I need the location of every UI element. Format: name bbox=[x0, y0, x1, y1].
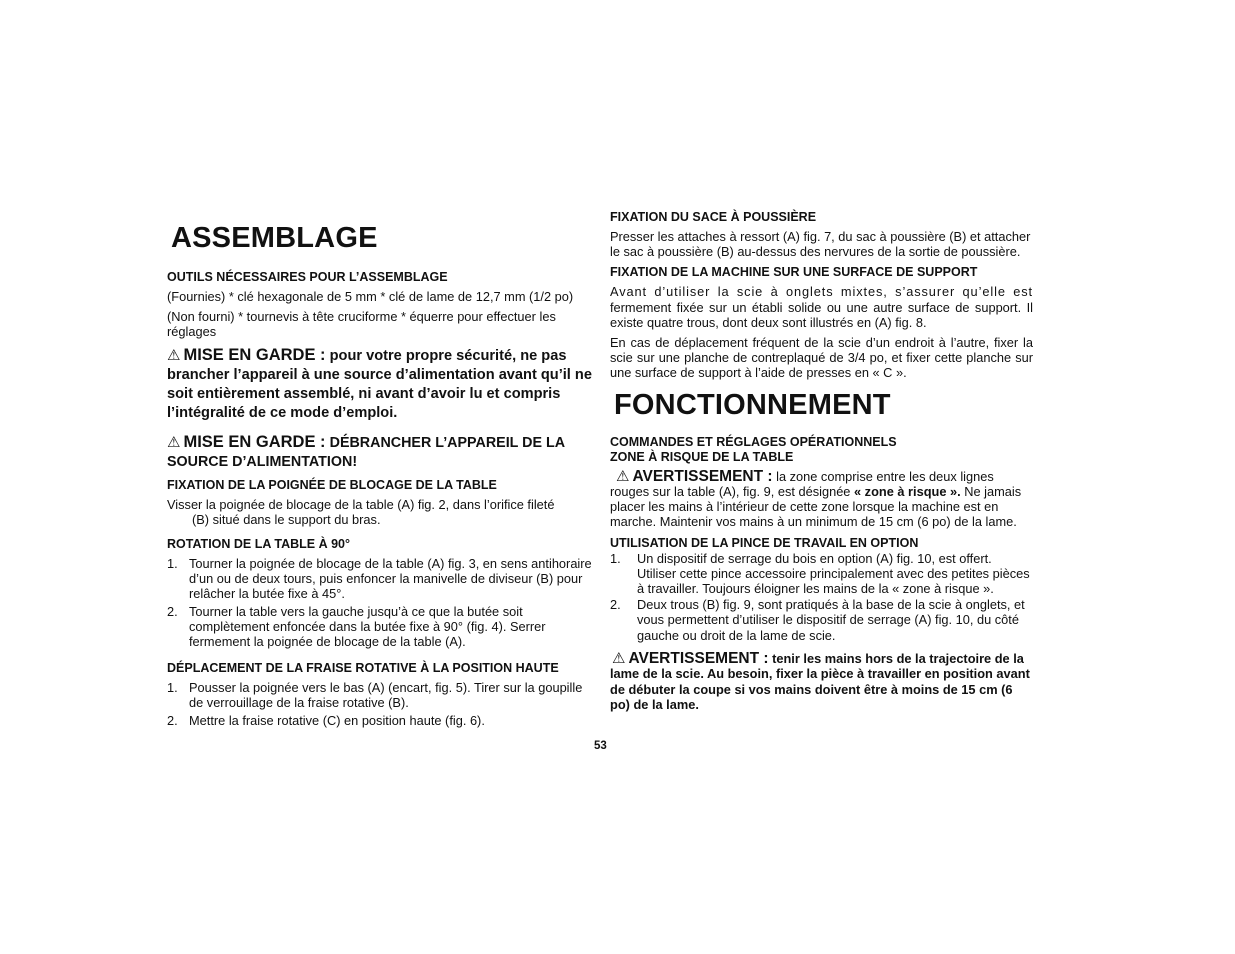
mount-heading: FIXATION DE LA MACHINE SUR UNE SURFACE DE SUPPORT bbox=[610, 265, 978, 280]
list-item bbox=[167, 556, 592, 602]
warning-text: tenir les mains hors de la trajectoire de la lame de la scie. Au besoin, fixer la pièce à travailler en position avant de débuter la coupe si vos mains doivent être à moins de 15 cm (6 po) de la lame. bbox=[610, 650, 1030, 713]
controls-heading: COMMANDES ET RÉGLAGES OPÉRATIONNELS bbox=[610, 434, 897, 449]
clamp-steps bbox=[610, 551, 1033, 643]
handle-heading: FIXATION DE LA POIGNÉE DE BLOCAGE DE LA TABLE bbox=[167, 477, 497, 492]
step-number: 1. bbox=[167, 680, 178, 696]
warning-lead: MISE EN GARDE : bbox=[183, 345, 326, 364]
tools-supplied: (Fournies) * clé hexagonale de 5 mm * clé de lame de 12,7 mm (1/2 po) bbox=[167, 289, 574, 304]
page-number: 53 bbox=[594, 740, 607, 752]
move-steps bbox=[167, 680, 592, 728]
step-text: Un dispositif de serrage du bois en option (A) fig. 10, est offert. Utiliser cette pince accessoire principalement avec des petites pièces à travailler. Toujours éloigner les mains de la « zone à risque ». bbox=[637, 550, 1030, 597]
step-text: Tourner la poignée de blocage de la table (A) fig. 3, en sens antihoraire d’un ou de deux tours, puis enfoncer la manivelle de diviseur (B) pour relâcher la butée fixe à 45°. bbox=[189, 556, 592, 602]
step-number: 2. bbox=[167, 712, 178, 728]
mount-text-2: En cas de déplacement fréquent de la scie d’un endroit à l’autre, fixer la scie sur une planche de contreplaqué de 3/4 po, et fixer cette planche sur une surface de support à l’aide de presses en « C ». bbox=[610, 335, 1033, 381]
section-title-assemblage: ASSEMBLAGE bbox=[171, 222, 378, 254]
warning-lead: AVERTISSEMENT : bbox=[628, 649, 769, 667]
handle-text-line2: (B) situé dans le support du bras. bbox=[192, 511, 381, 527]
rotation-steps bbox=[167, 556, 592, 649]
warning-text: DÉBRANCHER L’APPAREIL DE LA SOURCE D’ALIMENTATION! bbox=[167, 434, 565, 470]
step-text: Tourner la table vers la gauche jusqu’à ce que la butée soit complètement enfoncée dans la butée fixe à 90° (fig. 4). Serrer fermement la poignée de blocage de la table (A). bbox=[189, 603, 546, 650]
list-item bbox=[610, 551, 1033, 597]
warning-triangle-icon: ⚠ bbox=[612, 649, 626, 667]
tools-not-supplied: (Non fourni) * tournevis à tête cruciforme * équerre pour effectuer les réglages bbox=[167, 309, 556, 340]
step-text: Mettre la fraise rotative (C) en position haute (fig. 6). bbox=[189, 712, 485, 728]
mount-text-1b: fermement fixée sur un établi solide ou une autre surface de support. Il existe quatre trous, dont deux sont illustrés en (A) fig. 8. bbox=[610, 299, 1033, 330]
left-column bbox=[167, 220, 592, 734]
step-number: 1. bbox=[167, 556, 178, 572]
risk-zone-heading: ZONE À RISQUE DE LA TABLE bbox=[610, 449, 794, 464]
right-column bbox=[610, 210, 1033, 713]
warning-lead: MISE EN GARDE : bbox=[183, 432, 326, 451]
dust-heading: FIXATION DU SACE À POUSSIÈRE bbox=[610, 210, 817, 224]
dust-text: Presser les attaches à ressort (A) fig. 7, du sac à poussière (B) et attacher le sac à poussière (B) au-dessus des nervures de la sortie de poussière. bbox=[610, 229, 1031, 260]
warning-lead: AVERTISSEMENT : bbox=[632, 467, 773, 485]
warning-text-a: la zone comprise entre les deux lignes rouges sur la table (A), fig. 9, est désignée bbox=[610, 468, 994, 499]
mount-text-1a: Avant d’utiliser la scie à onglets mixtes, s’assurer qu’elle est bbox=[610, 284, 1033, 300]
tools-heading: OUTILS NÉCESSAIRES POUR L’ASSEMBLAGE bbox=[167, 270, 448, 284]
step-number: 2. bbox=[610, 597, 621, 613]
warning-risk-zone bbox=[610, 469, 1033, 529]
mount-text-1 bbox=[610, 284, 1033, 330]
clamp-heading: UTILISATION DE LA PINCE DE TRAVAIL EN OPTION bbox=[610, 535, 919, 550]
step-number: 2. bbox=[167, 603, 178, 619]
step-text: Pousser la poignée vers le bas (A) (encart, fig. 5). Tirer sur la goupille de verrouillage de la fraise rotative (B). bbox=[189, 680, 583, 711]
warning-triangle-icon: ⚠ bbox=[167, 433, 181, 451]
step-number: 1. bbox=[610, 550, 621, 566]
warning-unplug bbox=[167, 433, 592, 472]
warning-text-bold: « zone à risque ». bbox=[854, 483, 961, 499]
warning-triangle-icon: ⚠ bbox=[167, 346, 181, 364]
move-heading: DÉPLACEMENT DE LA FRAISE ROTATIVE À LA POSITION HAUTE bbox=[167, 661, 559, 676]
list-item bbox=[610, 597, 1033, 643]
handle-text bbox=[167, 497, 592, 527]
warning-blade-path bbox=[610, 651, 1033, 713]
handle-text-line1: Visser la poignée de blocage de la table (A) fig. 2, dans l’orifice fileté bbox=[167, 496, 555, 512]
warning-triangle-icon: ⚠ bbox=[616, 467, 630, 485]
warning-text: pour votre propre sécurité, ne pas brancher l’appareil à une source d’alimentation avant qu’il ne soit entièrement assemblé, ni avant d’avoir lu et compris l’intégralité de ce mode d’emploi. bbox=[167, 347, 592, 421]
list-item bbox=[167, 604, 592, 650]
list-item bbox=[167, 713, 592, 728]
warning-safety bbox=[167, 346, 592, 423]
list-item bbox=[167, 680, 592, 710]
warning-text-b: Ne jamais placer les mains à l’intérieur de cette zone lorsque la machine est en marche. Maintenir vos mains à un minimum de 15 cm (6 po) de la lame. bbox=[610, 483, 1022, 529]
section-title-fonctionnement: FONCTIONNEMENT bbox=[614, 388, 891, 421]
step-text: Deux trous (B) fig. 9, sont pratiqués à la base de la scie à onglets, et vous permettent d’utiliser le dispositif de serrage (A) fig. 10, du côté gauche ou droit de la lame de scie. bbox=[637, 597, 1025, 643]
rotation-heading: ROTATION DE LA TABLE À 90° bbox=[167, 537, 351, 552]
